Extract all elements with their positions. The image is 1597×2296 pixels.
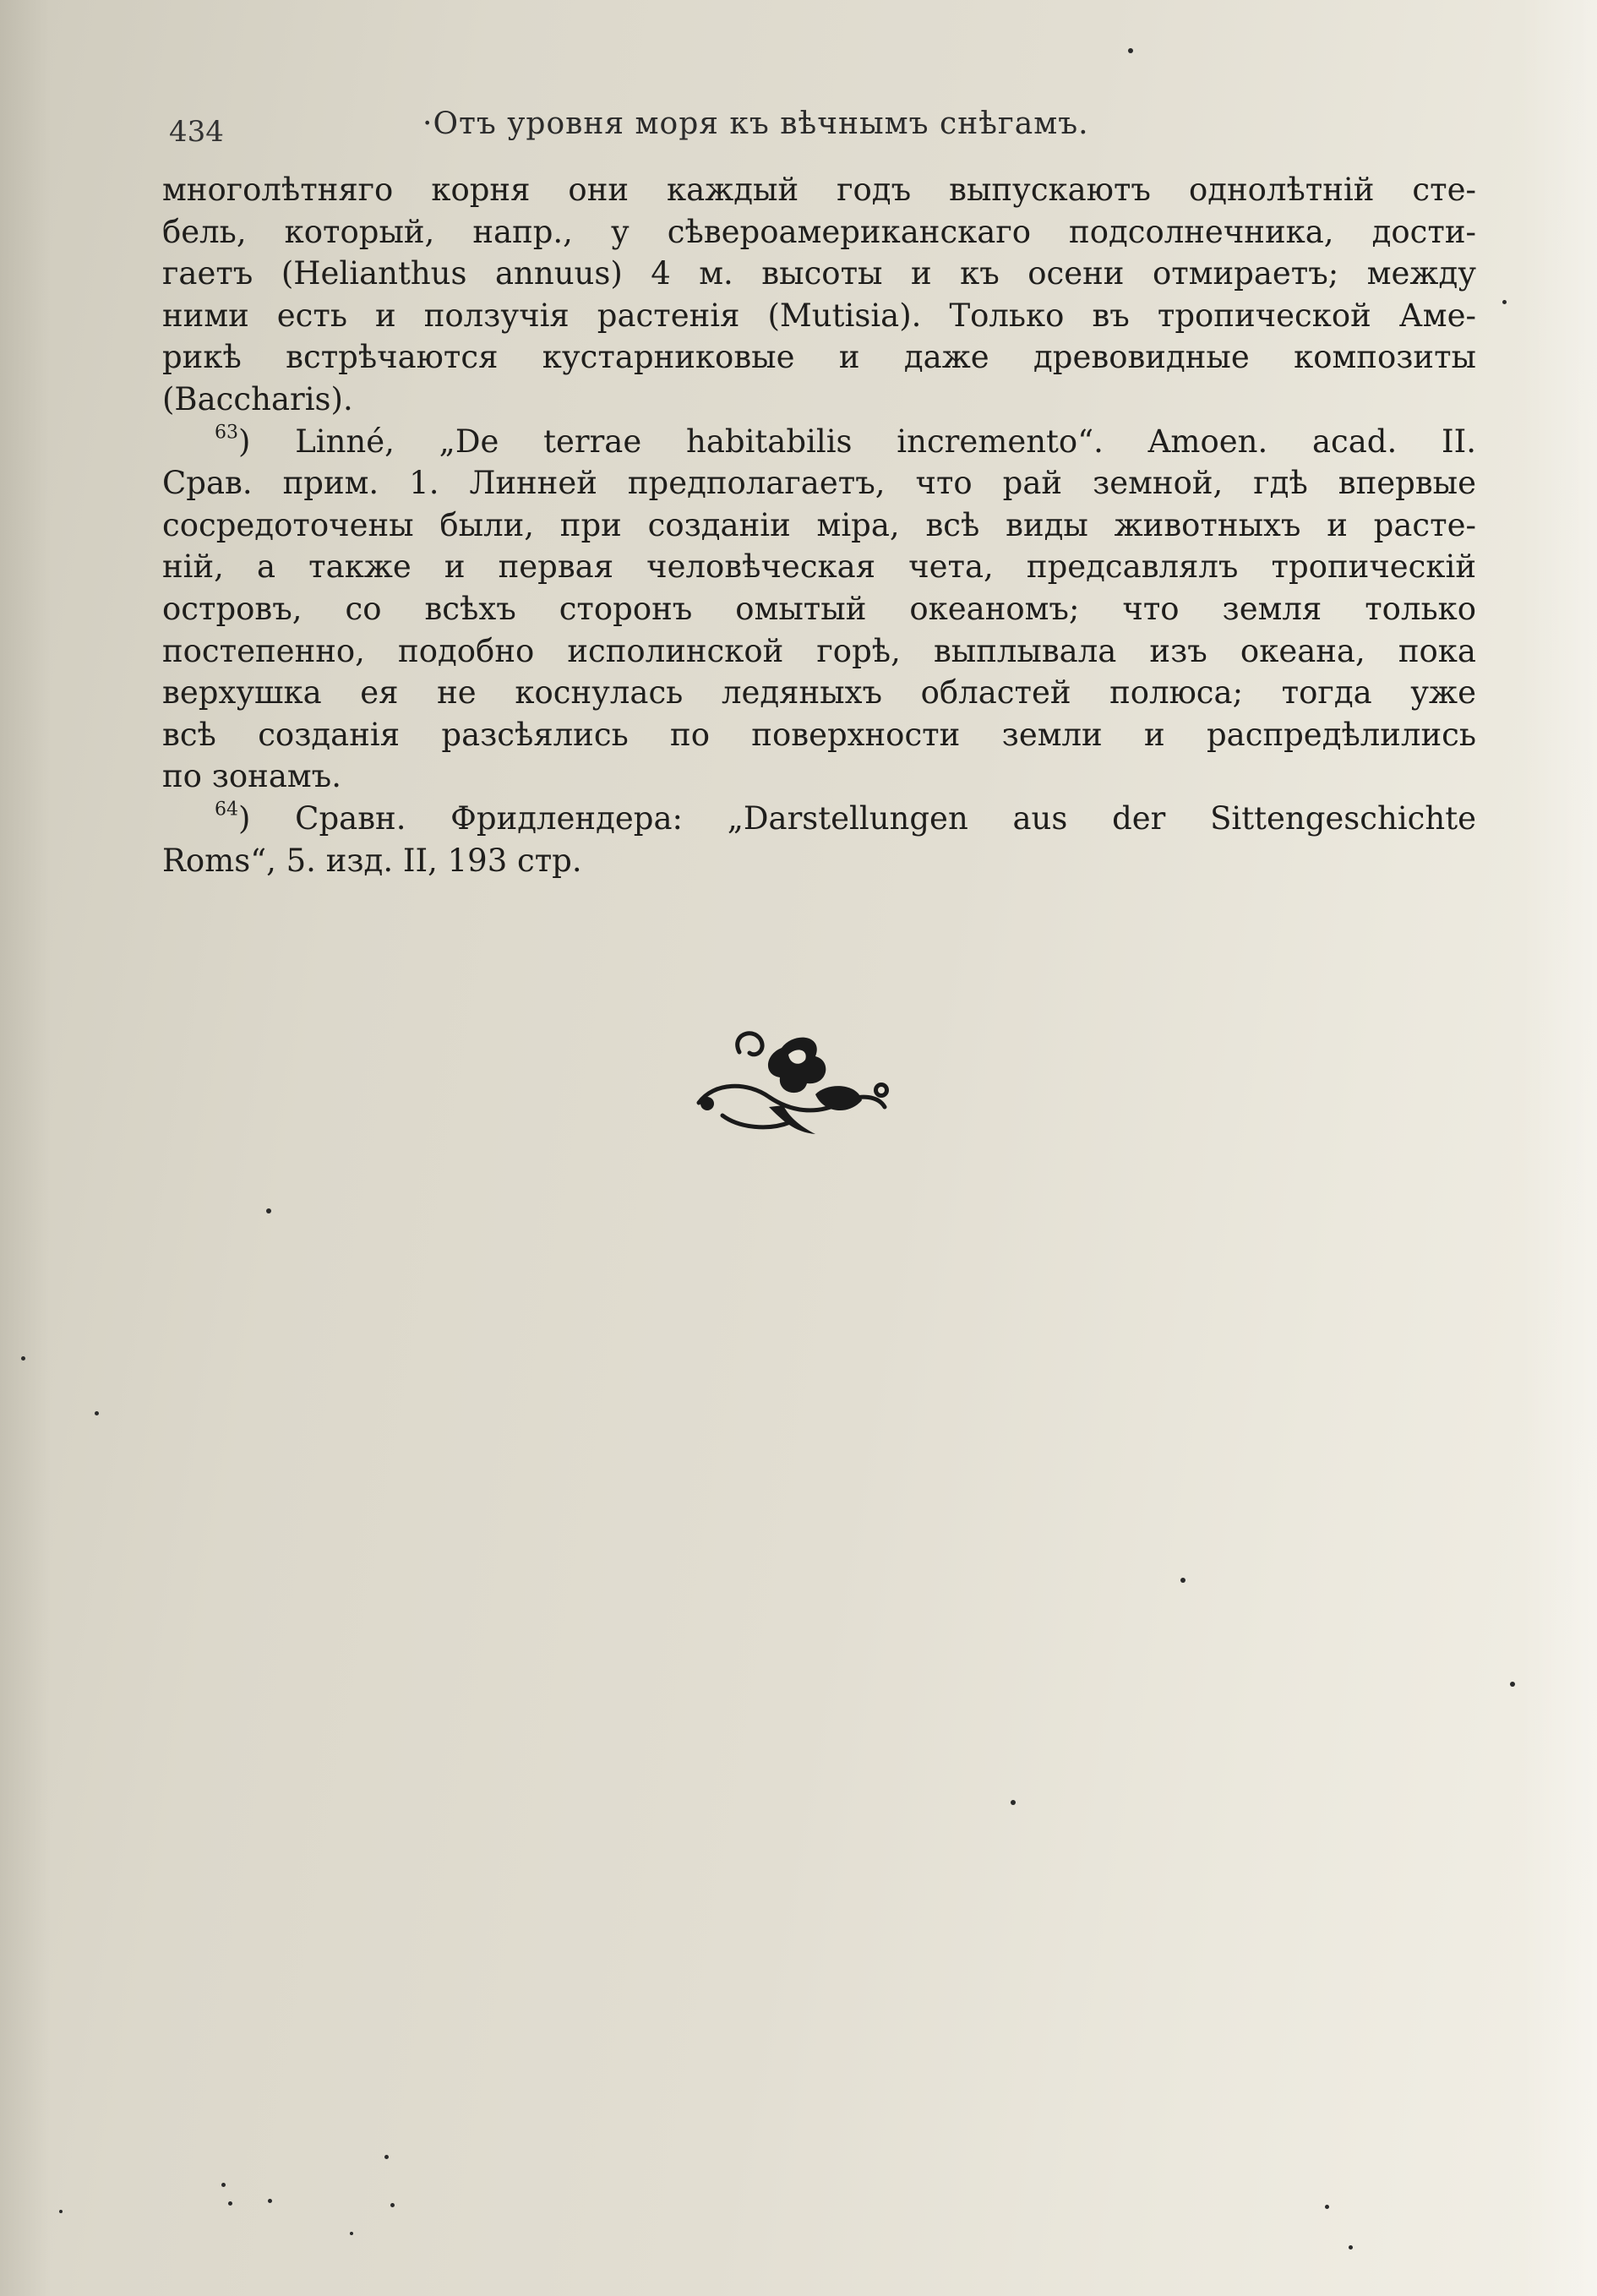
paper-speck [390,2203,395,2207]
text-line: постепенно, подобно исполинской горѣ, выплывала изъ океана, пока [162,632,1476,669]
paper-speck [1180,1578,1185,1583]
running-title: ·Отъ уровня моря къ вѣчнымъ снѣгамъ. [422,106,1089,141]
paper-speck [228,2201,232,2206]
main-text [162,169,1476,881]
floral-ornament-icon [689,1023,896,1141]
footnote-64-first-line [162,798,1476,840]
running-head [169,100,1479,150]
footnote-63-number: 63 [215,422,238,444]
page-number: 434 [169,115,224,149]
text-line: ними есть и ползучія растенія (Mutisia). Только въ тропической Аме- [162,297,1476,334]
paper-speck [350,2232,353,2235]
text-line: всѣ созданія разсѣялись по поверхности земли и распредѣлились [162,716,1476,753]
footnote-63-text: ) Linné, „De terrae habitabilis incremento“. Amoen. acad. II. [238,423,1476,460]
paper-speck [21,1356,25,1361]
text-line: сосредоточены были, при созданіи міра, всѣ виды животныхъ и расте- [162,506,1476,543]
paper-speck [384,2155,389,2159]
page-edge-highlight [1521,0,1597,2296]
paper-speck [221,2183,226,2187]
text-line: верхушка ея не коснулась ледяныхъ областей полюса; тогда уже [162,674,1476,712]
text-line: рикѣ встрѣчаются кустарниковые и даже древовидные композиты [162,339,1476,376]
text-line: многолѣтняго корня они каждый годъ выпускаютъ однолѣтній сте- [162,172,1476,208]
text-line: островъ, со всѣхъ сторонъ омытый океаномъ; что земля только [162,590,1476,627]
footnote-64-text: ) Сравн. Фридлендера: „Darstellungen aus der Sittengeschichte [238,799,1476,837]
paper-speck [1349,2245,1353,2250]
paper-speck [1128,48,1133,53]
paper-speck [59,2210,63,2213]
text-line: Срав. прим. 1. Линней предполагаетъ, что рай земной, гдѣ впервые [162,465,1476,502]
footnote-64-number: 64 [215,799,238,821]
paper-speck [268,2199,272,2203]
text-line: (Baccharis). [162,380,353,417]
paper-speck [266,1208,271,1213]
paper-speck [1510,1682,1515,1687]
paper-speck [95,1411,99,1415]
text-line: по зонамъ. [162,758,341,795]
page-gutter-shadow [0,0,51,2296]
text-line: бель, который, напр., у сѣвероамериканскаго подсолнечника, дости- [162,213,1476,250]
paper-speck [1011,1800,1016,1805]
text-line: Roms“, 5. изд. II, 193 стр. [162,842,582,879]
paper-speck [1325,2205,1329,2209]
text-line: ній, а также и первая человѣческая чета, предсавлялъ тропическій [162,548,1476,586]
footnote-63-first-line [162,421,1476,463]
text-line: гаетъ (Helianthus annuus) 4 м. высоты и къ осени отмираетъ; между [162,255,1476,292]
paper-speck [1502,300,1507,304]
